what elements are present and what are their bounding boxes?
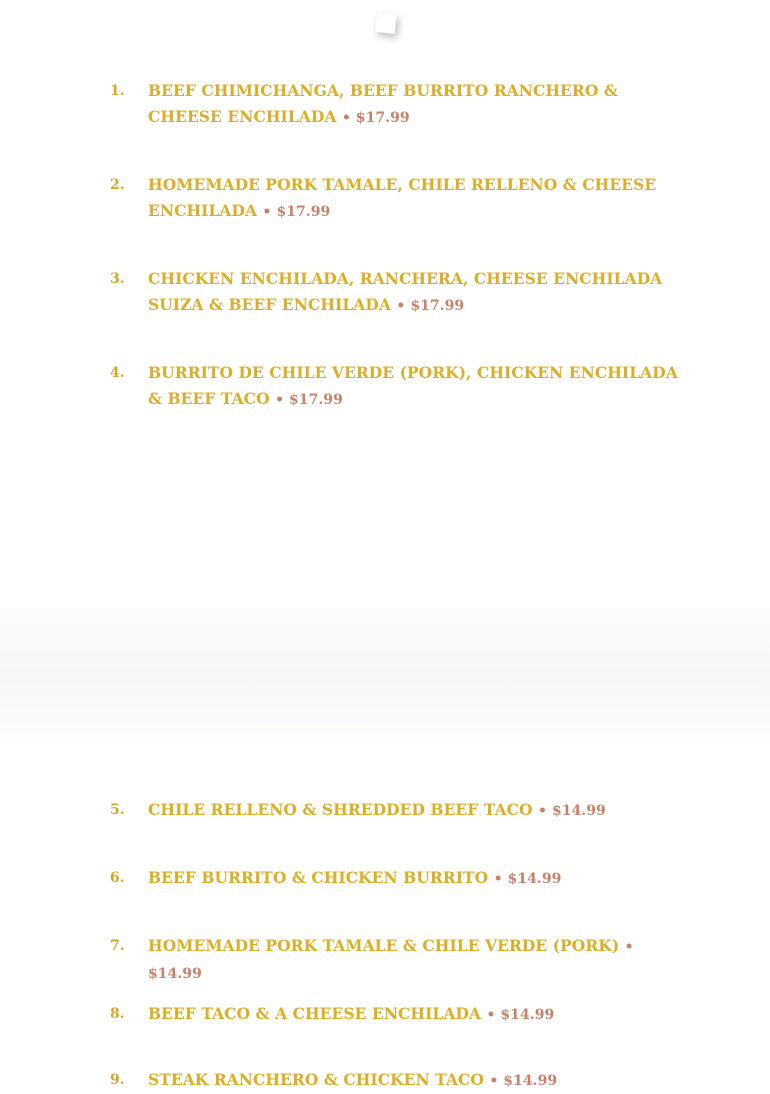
combo-item-4: [110, 360, 690, 413]
item-name: HOMEMADE PORK TAMALE, CHILE RELLENO & CHEESE ENCHILADA: [148, 175, 657, 220]
combo-item-5: [110, 797, 690, 824]
item-text: [148, 933, 690, 987]
item-text: [148, 266, 690, 319]
item-price: • $17.99: [396, 298, 465, 314]
item-price: • $17.99: [341, 110, 410, 126]
item-number: 3.: [110, 271, 125, 287]
item-name: CHICKEN ENCHILADA, RANCHERA, CHEESE ENCHILADA SUIZA & BEEF ENCHILADA: [148, 269, 663, 314]
item-number: 4.: [110, 365, 125, 381]
item-number: 1.: [110, 83, 125, 99]
item-text: [148, 865, 690, 892]
item-price: • $14.99: [489, 1073, 558, 1089]
item-number: 8.: [110, 1006, 125, 1022]
item-number: 5.: [110, 802, 125, 818]
item-price: • $17.99: [262, 204, 331, 220]
item-price: • $14.99: [486, 1007, 555, 1023]
combo-item-9: [110, 1067, 690, 1094]
item-price: • $14.99: [493, 871, 562, 887]
item-name: BEEF TACO & A CHEESE ENCHILADA: [148, 1004, 482, 1023]
item-number: 6.: [110, 870, 125, 886]
item-text: [148, 360, 690, 413]
combo-item-7: [110, 933, 690, 987]
combo-item-1: [110, 78, 690, 131]
combo-item-8: [110, 1001, 690, 1028]
item-name: BEEF CHIMICHANGA, BEEF BURRITO RANCHERO & CHEESE ENCHILADA: [148, 81, 618, 126]
item-text: [148, 1001, 690, 1028]
item-number: 2.: [110, 177, 125, 193]
item-name: BEEF BURRITO & CHICKEN BURRITO: [148, 868, 489, 887]
item-text: [148, 1067, 690, 1094]
item-number: 9.: [110, 1072, 125, 1088]
item-price: • $14.99: [538, 803, 606, 819]
item-name: HOMEMADE PORK TAMALE & CHILE VERDE (PORK): [148, 936, 620, 955]
item-price: • $14.99: [148, 939, 634, 982]
item-name: BURRITO DE CHILE VERDE (PORK), CHICKEN ENCHILADA & BEEF TACO: [148, 363, 678, 408]
decorative-paper-ornament: [375, 12, 397, 34]
item-name: CHILE RELLENO & SHREDDED BEEF TACO: [148, 800, 533, 819]
item-text: [148, 78, 690, 131]
combo-item-6: [110, 865, 690, 892]
item-number: 7.: [110, 938, 125, 954]
item-price: • $17.99: [275, 392, 343, 408]
item-name: STEAK RANCHERO & CHICKEN TACO: [148, 1070, 484, 1089]
section-divider-band: [0, 610, 770, 738]
combo-item-3: [110, 266, 690, 319]
item-text: [148, 797, 690, 824]
combo-item-2: [110, 172, 690, 225]
item-text: [148, 172, 690, 225]
